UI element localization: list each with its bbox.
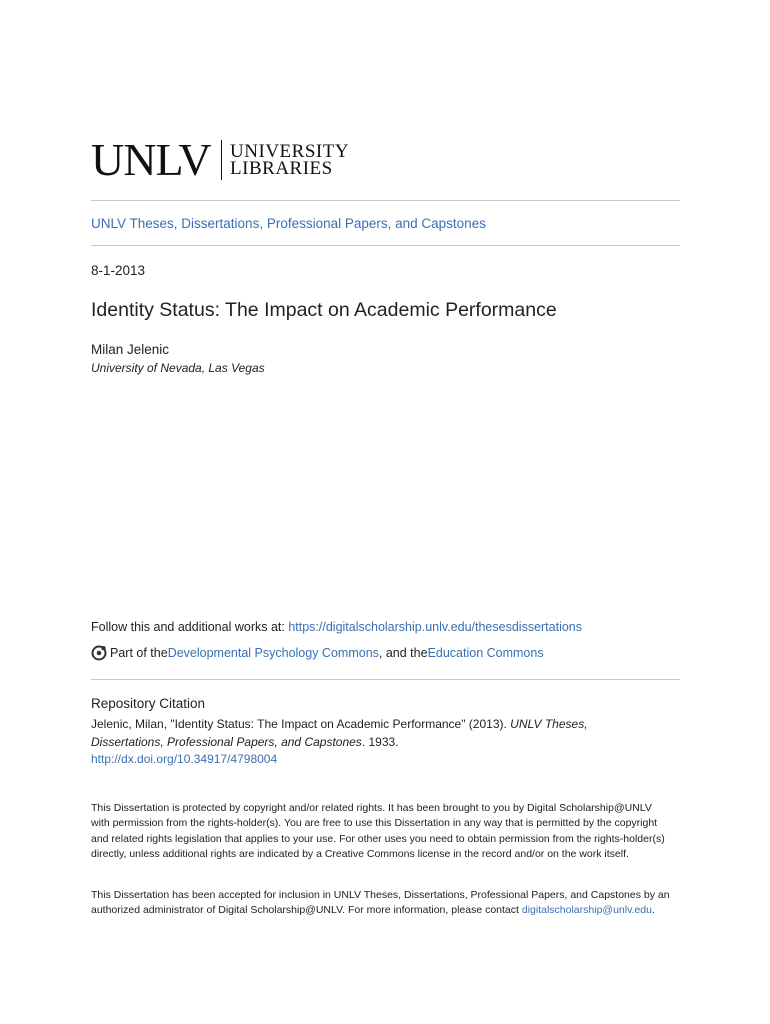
citation-author-title: Jelenic, Milan, "Identity Status: The Impact on Academic Performance" (2013). (91, 717, 511, 731)
divider-top (91, 200, 680, 201)
series-link[interactable]: UNLV Theses, Dissertations, Professional Papers, and Capstones (91, 216, 486, 231)
copyright-notice: This Dissertation is protected by copyright and/or related rights. It has been brought to you by Digital Scholarship@UNLV with permission from the rights-holder(s). You are free to use this Dissertation in any way that is permitted by the copyright and related rights legislation that applies to your use. For other uses you need to obtain permission from the rights-holder(s) directly, unless additional rights are indicated by a Creative Commons license in the record and/or on the work itself. (91, 802, 665, 860)
doi-link[interactable]: http://dx.doi.org/10.34917/4798004 (91, 752, 278, 766)
document-title: Identity Status: The Impact on Academic Performance (91, 299, 557, 321)
author-affiliation: University of Nevada, Las Vegas (91, 361, 265, 375)
citation-number: . 1933. (361, 734, 399, 749)
logo-mark: UNLV (91, 134, 211, 185)
acceptance-end: . (651, 904, 655, 917)
divider-series (91, 245, 680, 246)
collection-url-link[interactable]: https://digitalscholarship.unlv.edu/thesesdissertations (288, 620, 583, 634)
publication-date: 8-1-2013 (91, 263, 146, 278)
logo-line-2: LIBRARIES (230, 158, 333, 179)
part-of-line (91, 645, 544, 661)
part-of-prefix: Part of the (110, 646, 168, 660)
logo-divider (221, 140, 223, 180)
commons-network-icon (91, 645, 107, 661)
developmental-psychology-commons-link[interactable]: Developmental Psychology Commons (167, 646, 379, 660)
acceptance-text: This Dissertation has been accepted for inclusion in UNLV Theses, Dissertations, Professional Papers, and Capstones by an authorized administrator of Digital Scholarship@UNLV. For more information, please contact (91, 889, 670, 917)
contact-email-link[interactable]: digitalscholarship@unlv.edu (521, 904, 652, 917)
follow-line (91, 620, 582, 634)
divider-citation (91, 679, 680, 680)
citation-heading: Repository Citation (91, 696, 206, 711)
education-commons-link[interactable]: Education Commons (427, 646, 544, 660)
citation-text (91, 716, 651, 769)
citation-series: UNLV Theses, Dissertations, Professional Papers, and Capstones (91, 717, 588, 749)
acceptance-notice (91, 888, 671, 919)
logo-line-1: UNIVERSITY (230, 141, 350, 162)
logo-text (230, 143, 349, 177)
follow-prefix: Follow this and additional works at: (91, 620, 289, 634)
part-of-middle: , and the (378, 646, 428, 660)
author-name: Milan Jelenic (91, 342, 170, 357)
unlv-libraries-logo[interactable] (91, 134, 350, 185)
